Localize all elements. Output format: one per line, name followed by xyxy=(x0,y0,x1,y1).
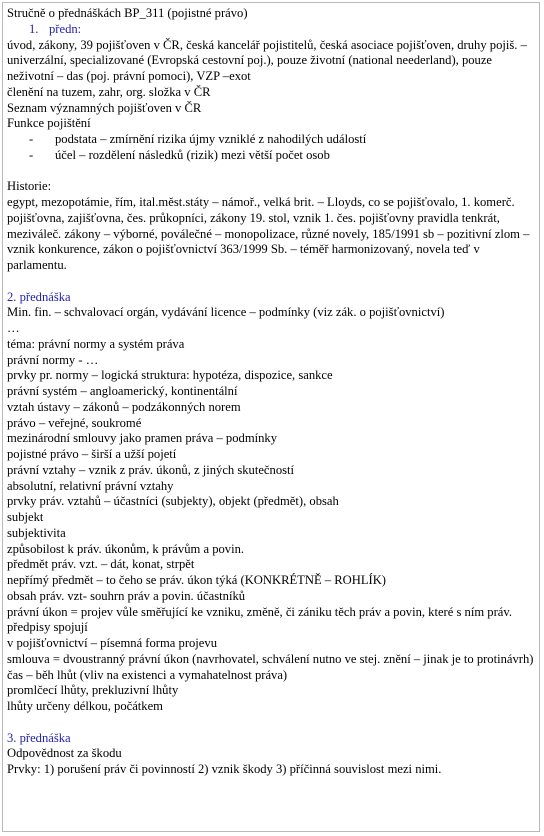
text-line: právo – veřejné, soukromé xyxy=(7,415,142,430)
doc-title: Stručně o přednáškách BP_311 (pojistné právo) xyxy=(7,6,248,20)
list-label: předn: xyxy=(49,21,82,36)
paragraph-historie: egypt, mezopotámie, řím, ital.měst.státy – námoř., velká brit. – Lloyds, co se pojišťovalo, 1. komerč. pojišťovna, zajišťovna, čes. průkopníci, zákony 19. stol, vznik 1. čes. pojišťovny pravidla tenkrát, meziváleč. zákony – výborné, poválečné – monopolizace, různé novely, 185/1991 sb – pozitivní zlom – vznik konkurence, zákon o pojišťovnictví 363/1999 Sb. – téměř harmonizovaný, novela teď v parlamentu. xyxy=(7,195,530,272)
text-line: nepřímý předmět – to čeho se práv. úkon týká (KONKRÉTNĚ – ROHLÍK) xyxy=(7,573,387,587)
dash-item-podstata xyxy=(7,132,535,148)
line-cleneni: členění na tuzem, zahr, org. složka v ČR xyxy=(7,84,211,99)
document-body xyxy=(7,6,535,778)
text-line: předmět práv. vzt. – dát, konat, strpět xyxy=(7,557,195,572)
text-line: Odpovědnost za škodu xyxy=(7,746,122,761)
list-number: 1. xyxy=(29,21,39,36)
document-page xyxy=(2,2,540,832)
text-line: mezinárodní smlouvy jako pramen práva – podmínky xyxy=(7,431,278,446)
line-funkce: Funkce pojištění xyxy=(7,116,91,131)
paragraph-smlouva: smlouva = dvoustranný právní úkon (navrhovatel, schválení nutno ve stej. znění – jinak je to protinávrh) xyxy=(7,651,534,666)
text-line: promlčecí lhůty, prekluzivní lhůty xyxy=(7,683,179,698)
text-line: prvky pr. normy – logická struktura: hypotéza, dispozice, sankce xyxy=(7,368,333,383)
blank-line xyxy=(7,715,535,731)
text-line: subjekt xyxy=(7,510,44,524)
text-line: … xyxy=(7,321,20,335)
text-line: lhůty určeny délkou, počátkem xyxy=(7,699,163,713)
dash-text: účel – rozdělení následků (rizik) mezi větší počet osob xyxy=(55,147,330,162)
dash-text: podstata – zmírnění rizika újmy vzniklé z nahodilých událostí xyxy=(55,132,367,146)
text-line: právní normy - … xyxy=(7,352,99,367)
line-historie: Historie: xyxy=(7,179,52,194)
dash-bullet: - xyxy=(29,132,34,146)
line-seznam: Seznam významných pojišťoven v ČR xyxy=(7,100,202,115)
text-line: právní vztahy – vznik z práv. úkonů, z jiných skutečností xyxy=(7,462,295,477)
dash-bullet: - xyxy=(29,147,34,162)
text-line: téma: právní normy a systém práva xyxy=(7,336,185,351)
paragraph-intro: úvod, zákony, 39 pojišťoven v ČR, česká kancelář pojistitelů, česká asociace pojišťoven, druhy pojiš. – univerzální, specializované (Evropská cestovní poj.), pouze životní (national neederland), pouze neživotní – das (poj. právní pomoci), VZP –exot xyxy=(7,37,527,83)
heading-lecture-2: 2. přednáška xyxy=(7,289,71,304)
heading-lecture-3: 3. přednáška xyxy=(7,730,71,745)
text-line: prvky práv. vztahů – účastníci (subjekty), objekt (předmět), obsah xyxy=(7,494,339,509)
text-line: čas – běh lhůt (vliv na existenci a vymahatelnost práva) xyxy=(7,667,288,682)
blank-line xyxy=(7,164,535,180)
text-line: Prvky: 1) porušení práv či povinností 2) vznik škody 3) příčinná souvislost mezi nimi. xyxy=(7,762,442,776)
blank-line xyxy=(7,274,535,290)
text-line: způsobilost k práv. úkonům, k právům a povin. xyxy=(7,541,245,556)
dash-item-ucel xyxy=(7,148,535,164)
text-line: právní systém – angloamerický, kontinentální xyxy=(7,384,238,398)
text-line: absolutní, relativní právní vztahy xyxy=(7,478,174,493)
text-line: obsah práv. vzt- souhrn práv a povin. účastníků xyxy=(7,588,246,603)
paragraph-pravni-ukon: právní úkon = projev vůle směřující ke vzniku, změně, či zániku těch práv a povin, které s ním práv. předpisy spojují xyxy=(7,604,512,635)
text-line: subjektivita xyxy=(7,525,66,540)
text-line: Min. fin. – schvalovací orgán, vydávání licence – podmínky (viz zák. o pojišťovnictví) xyxy=(7,305,445,320)
text-line: v pojišťovnictví – písemná forma projevu xyxy=(7,636,217,650)
text-line: vztah ústavy – zákonů – podzákonných norem xyxy=(7,399,241,414)
list-item-lecture-1 xyxy=(7,22,535,38)
text-line: pojistné právo – širší a užší pojetí xyxy=(7,447,177,461)
